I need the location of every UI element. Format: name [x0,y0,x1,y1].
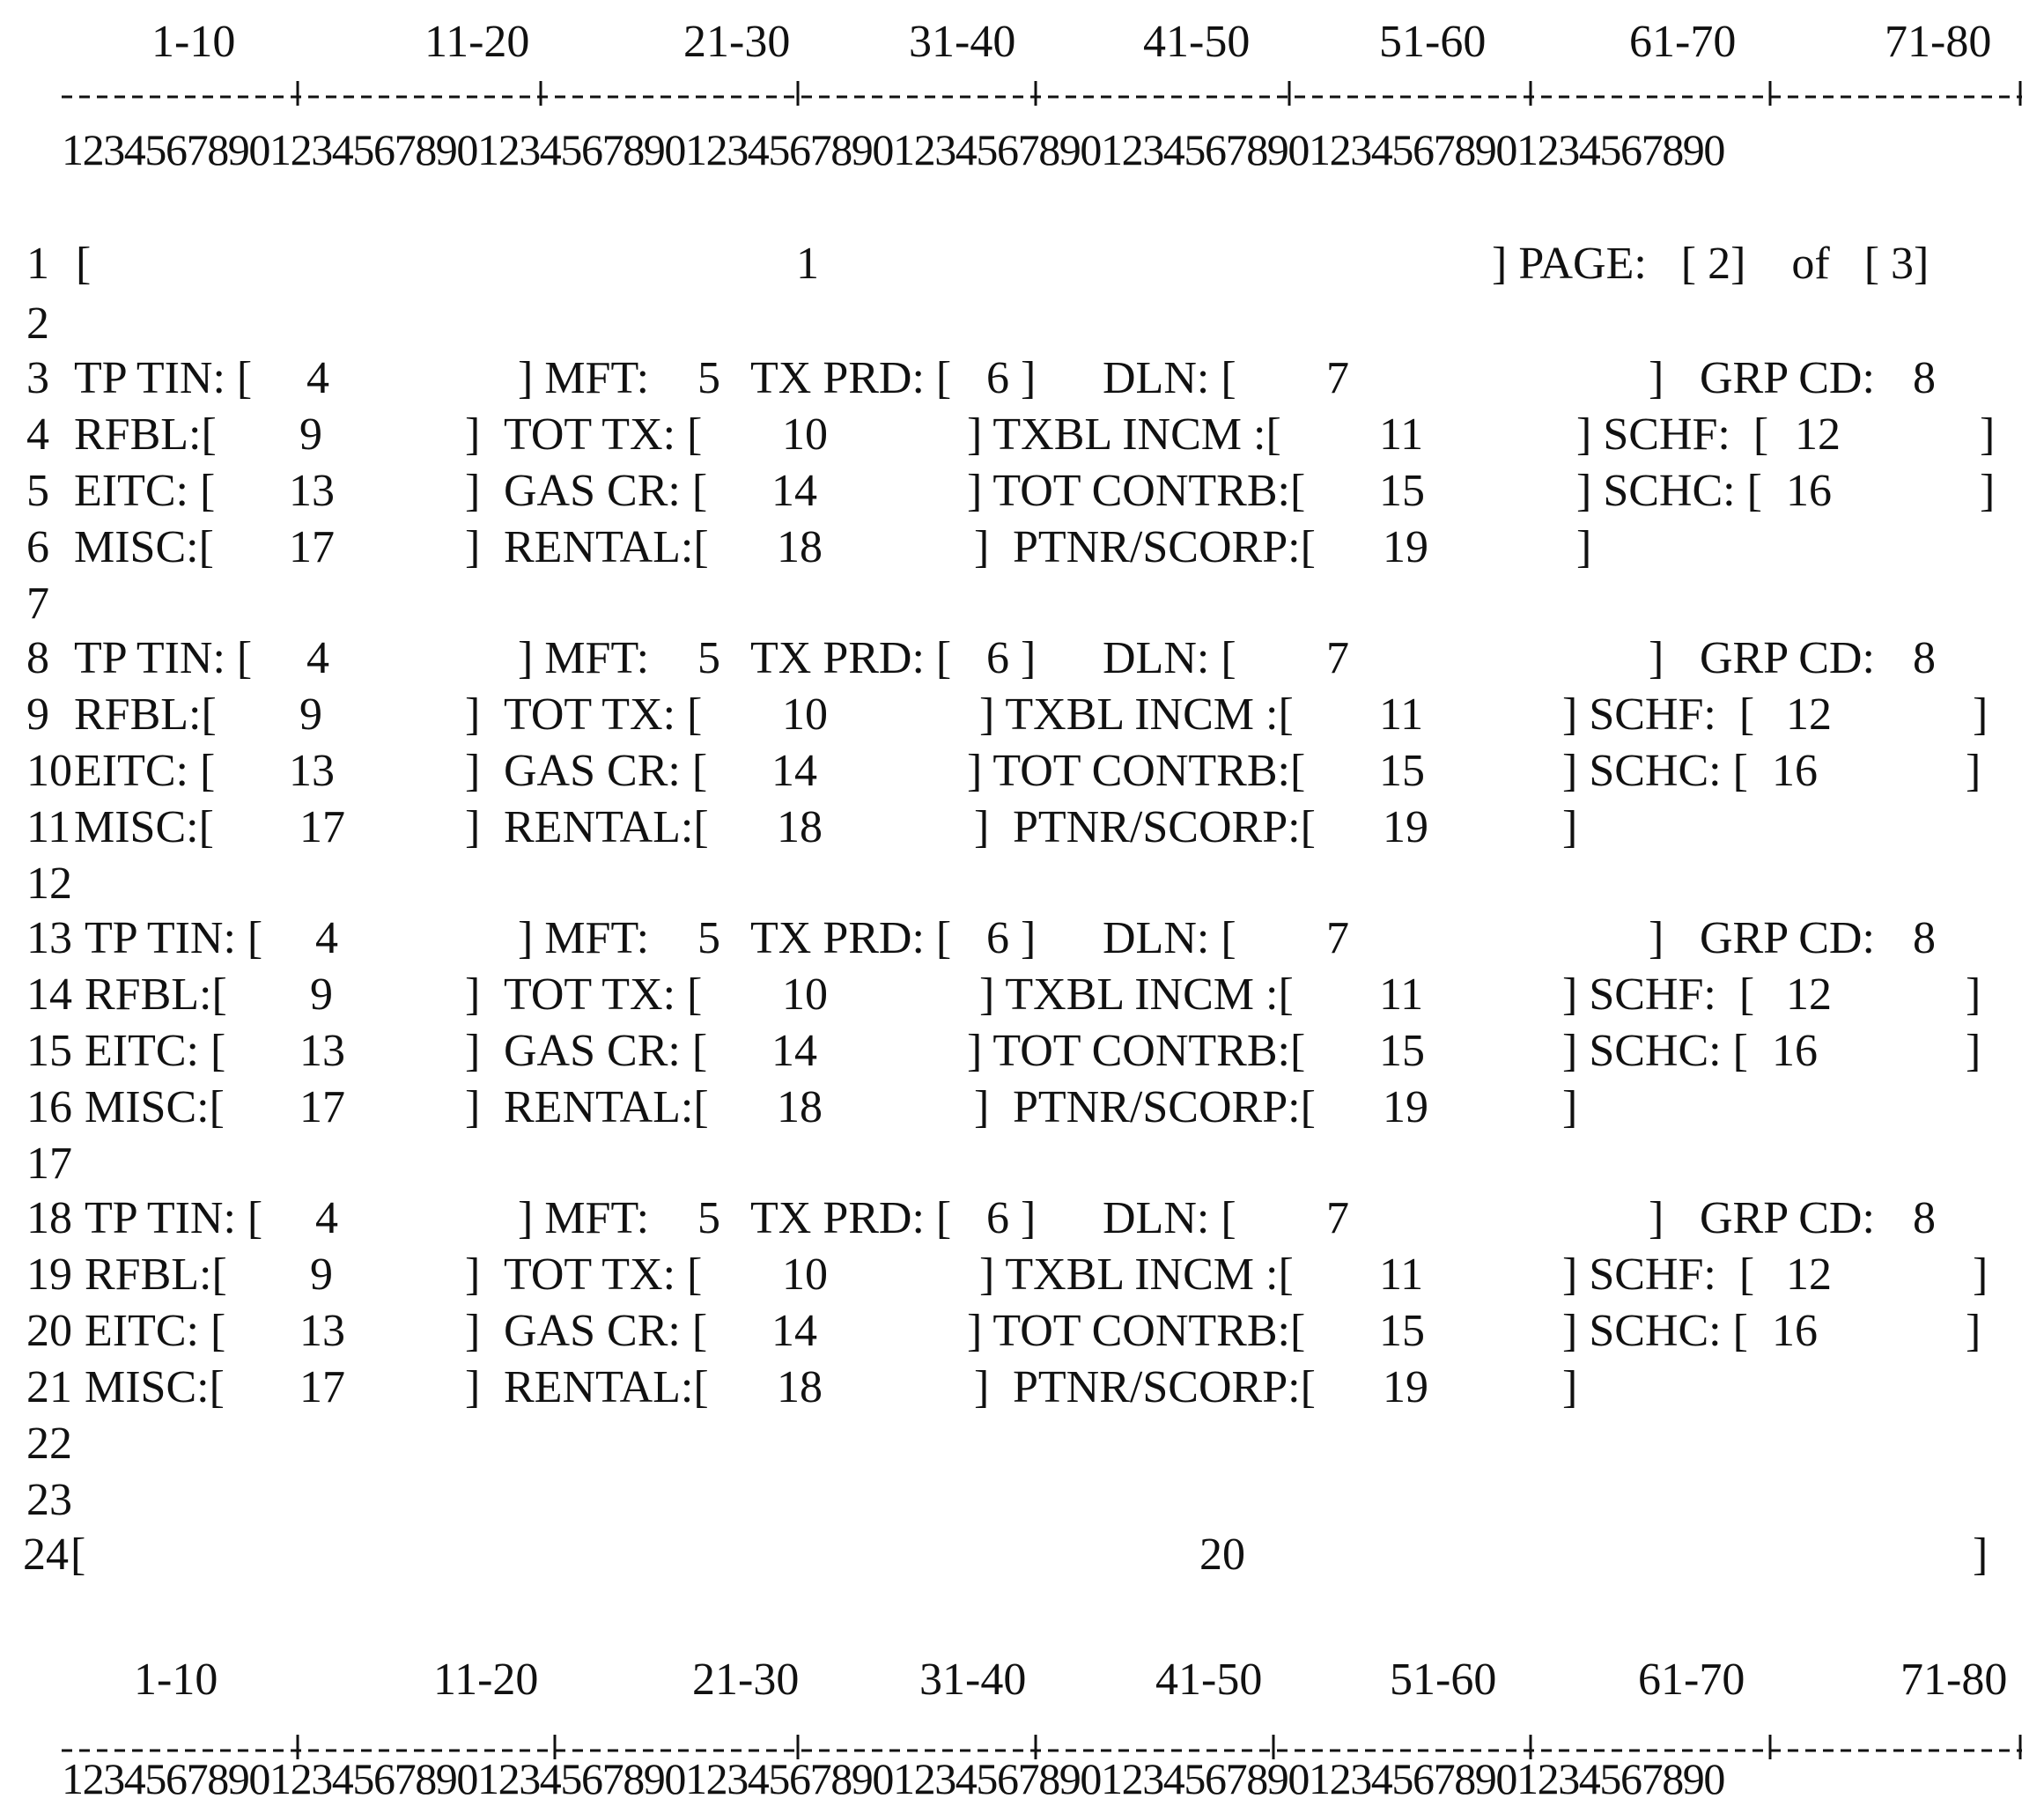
field-ref-schc: 16 [1772,1306,1818,1356]
row-number: 15 [26,1026,72,1076]
field-label-rfbl: RFBL:[ [74,689,217,740]
field-label-eitc: EITC: [ [85,1306,226,1356]
field-label-rfbl: RFBL:[ [85,969,227,1020]
field-label-misc: MISC:[ [74,802,214,852]
ruler-digits: 12345678901234567890123456789012345678901234567890123456789012345678901234567890 [62,125,1725,174]
field-close-bracket: ] [1649,913,1664,963]
ruler-range-label: 41-50 [1155,1655,1263,1705]
field-label-tot-contrb: ] TOT CONTRB:[ [967,466,1306,516]
ruler-range-label: 51-60 [1379,17,1487,67]
row-number: 11 [26,802,71,852]
ruler-range-label: 41-50 [1143,17,1251,67]
ruler-range-label: 21-30 [692,1655,800,1705]
header-field-number: 1 [796,239,819,289]
field-ref-dln: 7 [1326,353,1349,403]
field-ref-tot-tx: 10 [782,409,828,460]
row-number: 5 [26,466,49,516]
field-ref-ptnr-scorp: 19 [1383,1082,1428,1132]
field-label-tot-tx: TOT TX: [ [504,1249,703,1300]
field-ref-tp-tin: 4 [315,1193,338,1243]
field-ref-gas-cr: 14 [771,466,817,516]
row-number: 14 [26,969,72,1020]
row-number: 7 [26,579,49,629]
field-ref-dln: 7 [1326,1193,1349,1243]
row-number: 21 [26,1362,72,1412]
field-ref-eitc: 13 [299,1026,345,1076]
field-close-bracket: ] [1980,409,1996,460]
ruler-range-label: 31-40 [919,1655,1027,1705]
field-ref-gas-cr: 14 [771,746,817,796]
header-open-bracket: [ [76,239,92,289]
field-ref-txbl-incm: 11 [1379,1249,1424,1300]
footer-close-bracket: ] [1973,1530,1989,1580]
field-ref-tx-prd: 6 ] [986,353,1037,403]
field-close-bracket: ] [1649,1193,1664,1243]
field-label-tx-prd: TX PRD: [ [750,1193,952,1243]
field-ref-tot-contrb: 15 [1379,1306,1425,1356]
row-number: 2 [26,299,49,349]
field-label-tot-contrb: ] TOT CONTRB:[ [967,1026,1306,1076]
row-number: 18 [26,1193,72,1243]
row-number: 19 [26,1249,72,1300]
field-label-tot-tx: TOT TX: [ [504,689,703,740]
row-number: 9 [26,689,49,740]
row-number: 1 [26,239,49,289]
field-close-bracket: ] [974,1082,990,1132]
field-ref-ptnr-scorp: 19 [1383,522,1428,572]
field-close-bracket: ] [1973,689,1989,740]
field-ref-rfbl: 9 [310,969,333,1020]
field-label-misc: MISC:[ [85,1082,225,1132]
ruler-range-label: 21-30 [683,17,791,67]
field-close-bracket: ] [465,802,481,852]
field-close-bracket: ] [465,689,481,740]
field-close-bracket: ] [974,802,990,852]
field-close-bracket: ] [1649,353,1664,403]
field-ref-schc: 16 [1772,746,1818,796]
field-close-bracket: ] [1973,1249,1989,1300]
ruler-range-label: 61-70 [1638,1655,1745,1705]
ruler-range-label: 61-70 [1629,17,1737,67]
field-close-bracket: ] [465,1306,481,1356]
field-ref-eitc: 13 [289,466,335,516]
field-close-bracket: ] [974,1362,990,1412]
footer-field-number: 20 [1199,1530,1245,1580]
field-label-txbl-incm: ] TXBL INCM :[ [979,969,1294,1020]
field-ref-tp-tin: 4 [315,913,338,963]
field-ref-tot-tx: 10 [782,689,828,740]
field-ref-gas-cr: 14 [771,1306,817,1356]
field-label-grp-cd: GRP CD: [1700,1193,1875,1243]
field-label-tp-tin: TP TIN: [ [85,1193,263,1243]
field-label-eitc: EITC: [ [74,746,216,796]
field-close-bracket: ] [1562,1362,1578,1412]
field-label-grp-cd: GRP CD: [1700,633,1875,683]
field-label-dln: DLN: [ [1103,1193,1236,1243]
field-ref-rental: 18 [777,802,823,852]
ruler-range-label: 1-10 [134,1655,218,1705]
field-label-txbl-incm: ] TXBL INCM :[ [979,1249,1294,1300]
field-ref-ptnr-scorp: 19 [1383,802,1428,852]
field-label-ptnr-scorp: PTNR/SCORP:[ [1013,522,1316,572]
field-label-misc: MISC:[ [74,522,214,572]
field-ref-grp-cd: 8 [1913,353,1936,403]
field-ref-tot-tx: 10 [782,1249,828,1300]
field-close-bracket: ] [1649,633,1664,683]
field-close-bracket: ] [465,1082,481,1132]
field-ref-rfbl: 9 [299,689,322,740]
ruler-range-label: 31-40 [909,17,1016,67]
field-label-tot-tx: TOT TX: [ [504,969,703,1020]
field-label-tot-tx: TOT TX: [ [504,409,703,460]
field-label-rental: RENTAL:[ [504,802,709,852]
field-label-rfbl: RFBL:[ [74,409,217,460]
field-ref-schf: 12 [1786,689,1832,740]
row-number: 20 [26,1306,72,1356]
field-label-tx-prd: TX PRD: [ [750,353,952,403]
field-ref-misc: 17 [299,1362,345,1412]
field-ref-tot-tx: 10 [782,969,828,1020]
field-ref-eitc: 13 [289,746,335,796]
ruler-digits: 12345678901234567890123456789012345678901234567890123456789012345678901234567890 [62,1754,1725,1803]
field-close-bracket: ] [1980,466,1996,516]
field-ref-gas-cr: 14 [771,1026,817,1076]
field-label-grp-cd: GRP CD: [1700,353,1875,403]
field-label-tx-prd: TX PRD: [ [750,913,952,963]
field-label-misc: MISC:[ [85,1362,225,1412]
field-ref-schf: 12 [1786,1249,1832,1300]
field-close-bracket: ] [465,1362,481,1412]
field-ref-misc: 17 [299,802,345,852]
field-ref-tot-contrb: 15 [1379,1026,1425,1076]
field-close-bracket: ] [465,466,481,516]
field-ref-mft: 5 [697,353,720,403]
field-ref-schf: 12 [1795,409,1841,460]
ruler-range-label: 71-80 [1885,17,1992,67]
field-close-bracket: ] [1966,1306,1981,1356]
field-label-ptnr-scorp: PTNR/SCORP:[ [1013,1362,1316,1412]
field-ref-tot-contrb: 15 [1379,746,1425,796]
field-label-dln: DLN: [ [1103,913,1236,963]
field-ref-txbl-incm: 11 [1379,689,1424,740]
field-label-tot-contrb: ] TOT CONTRB:[ [967,1306,1306,1356]
field-label-tx-prd: TX PRD: [ [750,633,952,683]
row-number: 24 [23,1530,69,1580]
field-label-rental: RENTAL:[ [504,522,709,572]
field-ref-tx-prd: 6 ] [986,1193,1037,1243]
field-label-schf: ] SCHF: [ [1562,1249,1755,1300]
field-label-schc: ] SCHC: [ [1576,466,1762,516]
field-close-bracket: ] [465,969,481,1020]
field-label-mft: ] MFT: [518,633,650,683]
field-ref-rental: 18 [777,522,823,572]
field-label-ptnr-scorp: PTNR/SCORP:[ [1013,1082,1316,1132]
field-label-schf: ] SCHF: [ [1562,689,1755,740]
field-ref-grp-cd: 8 [1913,1193,1936,1243]
ruler-range-label: 11-20 [433,1655,539,1705]
field-ref-tot-contrb: 15 [1379,466,1425,516]
field-ref-dln: 7 [1326,633,1349,683]
field-label-schc: ] SCHC: [ [1562,1026,1748,1076]
field-ref-eitc: 13 [299,1306,345,1356]
field-ref-txbl-incm: 11 [1379,969,1424,1020]
field-close-bracket: ] [1562,802,1578,852]
field-ref-tx-prd: 6 ] [986,913,1037,963]
row-number: 4 [26,409,49,460]
field-label-gas-cr: GAS CR: [ [504,746,708,796]
field-close-bracket: ] [465,1249,481,1300]
field-close-bracket: ] [465,522,481,572]
ruler-range-label: 11-20 [424,17,530,67]
field-close-bracket: ] [1966,969,1981,1020]
field-label-tot-contrb: ] TOT CONTRB:[ [967,746,1306,796]
field-label-rfbl: RFBL:[ [85,1249,227,1300]
field-ref-schf: 12 [1786,969,1832,1020]
row-number: 6 [26,522,49,572]
field-close-bracket: ] [1966,1026,1981,1076]
field-label-gas-cr: GAS CR: [ [504,1306,708,1356]
row-number: 3 [26,353,49,403]
field-label-schf: ] SCHF: [ [1576,409,1769,460]
footer-open-bracket: [ [70,1530,86,1580]
field-ref-misc: 17 [289,522,335,572]
row-number: 10 [26,746,72,796]
field-close-bracket: ] [465,746,481,796]
field-ref-tx-prd: 6 ] [986,633,1037,683]
field-ref-schc: 16 [1786,466,1832,516]
field-ref-grp-cd: 8 [1913,913,1936,963]
field-label-gas-cr: GAS CR: [ [504,466,708,516]
ruler-range-label: 71-80 [1900,1655,2008,1705]
field-label-schc: ] SCHC: [ [1562,1306,1748,1356]
field-ref-tp-tin: 4 [306,353,329,403]
field-ref-rental: 18 [777,1082,823,1132]
field-ref-mft: 5 [697,1193,720,1243]
field-ref-tp-tin: 4 [306,633,329,683]
field-close-bracket: ] [1966,746,1981,796]
field-close-bracket: ] [974,522,990,572]
field-label-ptnr-scorp: PTNR/SCORP:[ [1013,802,1316,852]
ruler-range-label: 51-60 [1390,1655,1497,1705]
field-ref-txbl-incm: 11 [1379,409,1424,460]
field-label-tp-tin: TP TIN: [ [74,353,253,403]
field-label-mft: ] MFT: [518,1193,650,1243]
field-ref-rfbl: 9 [310,1249,333,1300]
field-label-tp-tin: TP TIN: [ [74,633,253,683]
field-ref-misc: 17 [299,1082,345,1132]
field-ref-grp-cd: 8 [1913,633,1936,683]
field-label-eitc: EITC: [ [74,466,216,516]
field-ref-schc: 16 [1772,1026,1818,1076]
field-label-dln: DLN: [ [1103,353,1236,403]
field-ref-dln: 7 [1326,913,1349,963]
field-label-dln: DLN: [ [1103,633,1236,683]
field-ref-rfbl: 9 [299,409,322,460]
field-label-eitc: EITC: [ [85,1026,226,1076]
field-label-txbl-incm: ] TXBL INCM :[ [967,409,1281,460]
field-ref-rental: 18 [777,1362,823,1412]
field-label-tp-tin: TP TIN: [ [85,913,263,963]
field-close-bracket: ] [465,1026,481,1076]
field-ref-ptnr-scorp: 19 [1383,1362,1428,1412]
field-ref-mft: 5 [697,633,720,683]
row-number: 8 [26,633,49,683]
row-number: 17 [26,1139,72,1189]
field-label-mft: ] MFT: [518,353,650,403]
row-number: 22 [26,1419,72,1469]
field-close-bracket: ] [1562,1082,1578,1132]
field-close-bracket: ] [1576,522,1592,572]
row-number: 12 [26,859,72,909]
field-close-bracket: ] [465,409,481,460]
row-number: 23 [26,1475,72,1525]
field-label-gas-cr: GAS CR: [ [504,1026,708,1076]
ruler-range-label: 1-10 [151,17,236,67]
field-label-grp-cd: GRP CD: [1700,913,1875,963]
field-label-rental: RENTAL:[ [504,1362,709,1412]
field-label-rental: RENTAL:[ [504,1082,709,1132]
field-ref-mft: 5 [697,913,720,963]
field-label-schf: ] SCHF: [ [1562,969,1755,1020]
field-label-schc: ] SCHC: [ [1562,746,1748,796]
row-number: 16 [26,1082,72,1132]
page-indicator: ] PAGE: [ 2] of [ 3] [1492,239,1930,289]
field-label-mft: ] MFT: [518,913,650,963]
field-label-txbl-incm: ] TXBL INCM :[ [979,689,1294,740]
row-number: 13 [26,913,72,963]
